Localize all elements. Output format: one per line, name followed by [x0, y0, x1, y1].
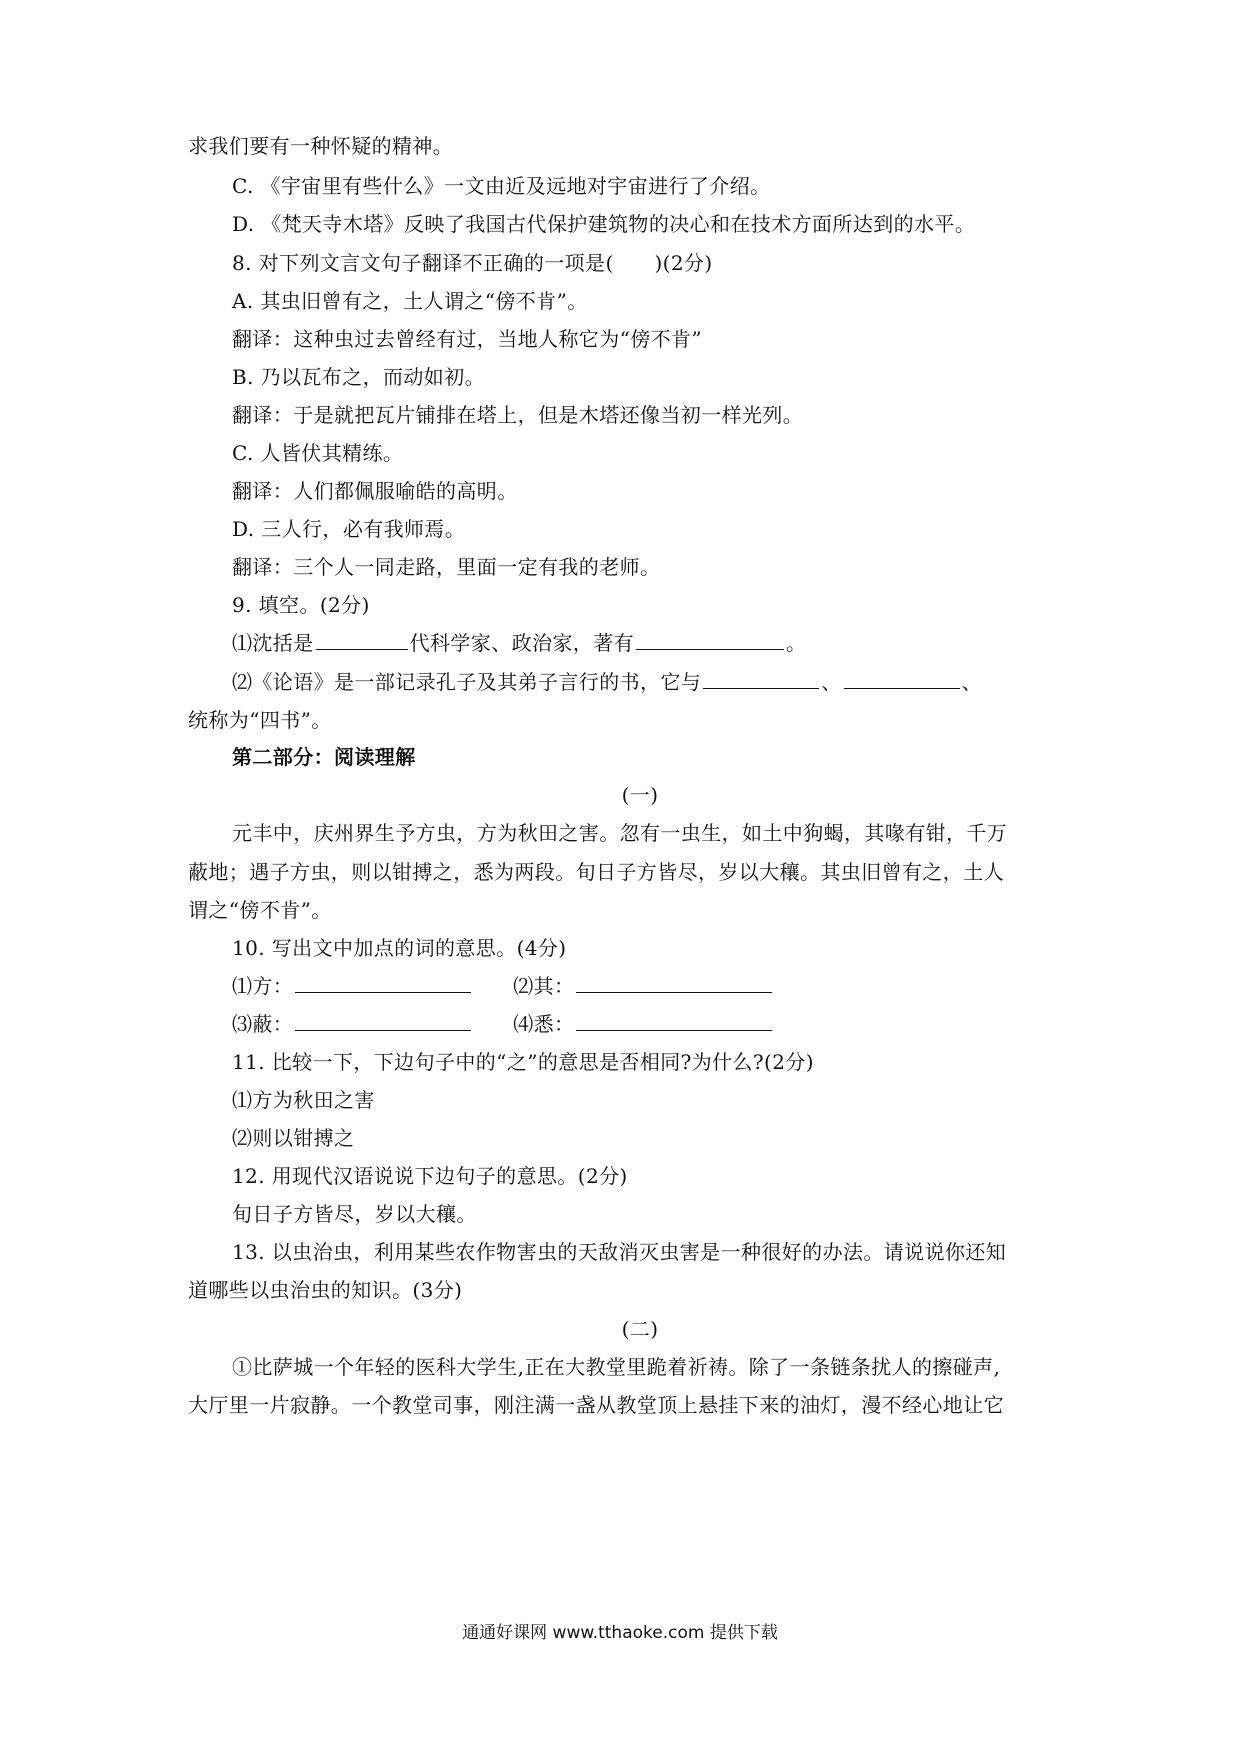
translation-b: 翻译：于是就把瓦片铺排在塔上，但是木塔还像当初一样光列。: [232, 403, 804, 427]
translation-c: 翻译：人们都佩服喻皓的高明。: [232, 479, 518, 503]
answer-blank[interactable]: [636, 629, 784, 650]
passage-text: 大厅里一片寂静。一个教堂司事，刚注满一盏从教堂顶上悬挂下来的油灯，漫不经心地让它: [188, 1393, 1004, 1417]
text-line: D. 《梵天寺木塔》反映了我国古代保护建筑物的决心和在技术方面所达到的水平。: [232, 212, 976, 236]
word-meaning-row: [232, 972, 774, 1000]
passage-text: ①比萨城一个年轻的医科大学生,正在大教堂里跪着祈祷。除了一条链条扰人的擦碰声,: [232, 1355, 1001, 1379]
translation-d: 翻译：三个人一同走路，里面一定有我的老师。: [232, 555, 661, 579]
option-d: D. 三人行，必有我师焉。: [232, 517, 466, 541]
sub-item: ⑵则以钳搏之: [232, 1126, 355, 1150]
text-line: 统称为“四书”。: [188, 708, 332, 732]
option-c: C. 人皆伏其精练。: [232, 441, 404, 465]
question-9: 9. 填空。(2分): [232, 593, 370, 617]
text-segment: 。: [786, 631, 807, 655]
passage-text: 谓之“傍不肯”。: [188, 898, 332, 922]
text-segment: 、: [961, 670, 983, 694]
text-segment: ⑶蔽：: [232, 1012, 294, 1036]
question-11: 11. 比较一下，下边句子中的“之”的意思是否相同?为什么?(2分): [232, 1050, 814, 1074]
passage-number: (二): [621, 1317, 659, 1341]
page-footer: 通通好课网 www.tthaoke.com 提供下载: [462, 1623, 778, 1643]
answer-blank[interactable]: [844, 668, 960, 689]
text-segment: ⑴方：: [232, 974, 294, 998]
passage-text: 蔽地；遇子方虫，则以钳搏之，悉为两段。旬日子方皆尽，岁以大穰。其虫旧曾有之，土人: [188, 860, 1004, 884]
question-13: 13. 以虫治虫，利用某些农作物害虫的天敌消灭虫害是一种很好的办法。请说说你还知: [232, 1240, 1007, 1264]
fill-blank-2: [232, 668, 982, 696]
fill-blank-1: [232, 629, 806, 657]
answer-blank[interactable]: [295, 972, 471, 993]
question-8: 8. 对下列文言文句子翻译不正确的一项是( )(2分): [232, 251, 713, 275]
word-meaning-row: [232, 1010, 774, 1038]
text-segment: ⑷悉：: [513, 1012, 575, 1036]
option-a: A. 其虫旧曾有之，土人谓之“傍不肯”。: [232, 289, 588, 313]
text-line: C. 《宇宙里有些什么》一文由近及远地对宇宙进行了介绍。: [232, 174, 771, 198]
answer-blank[interactable]: [576, 972, 772, 993]
question-10: 10. 写出文中加点的词的意思。(4分): [232, 936, 567, 960]
option-b: B. 乃以瓦布之，而动如初。: [232, 365, 486, 389]
answer-blank[interactable]: [576, 1010, 772, 1031]
text-line: 求我们要有一种怀疑的精神。: [188, 134, 454, 158]
text-line: 道哪些以虫治虫的知识。(3分): [188, 1278, 463, 1302]
sub-item: ⑴方为秋田之害: [232, 1088, 375, 1112]
text-segment: ⑵其：: [513, 974, 575, 998]
text-segment: ⑵《论语》是一部记录孔子及其弟子言行的书，它与: [232, 670, 702, 694]
sub-item: 旬日子方皆尽，岁以大穰。: [232, 1202, 477, 1226]
translation-a: 翻译：这种虫过去曾经有过，当地人称它为“傍不肯”: [232, 327, 703, 351]
text-segment: 、: [821, 670, 842, 694]
answer-blank[interactable]: [295, 1010, 471, 1031]
answer-blank[interactable]: [703, 668, 819, 689]
text-segment: ⑴沈括是: [232, 631, 314, 655]
passage-text: 元丰中，庆州界生予方虫，方为秋田之害。忽有一虫生，如土中狗蝎，其喙有钳，千万: [232, 821, 1008, 845]
text-segment: 代科学家、政治家，著有: [409, 631, 635, 655]
question-12: 12. 用现代汉语说说下边句子的意思。(2分): [232, 1164, 628, 1188]
section-heading: 第二部分：阅读理解: [232, 745, 416, 769]
passage-number: (一): [621, 783, 659, 807]
answer-blank[interactable]: [316, 629, 408, 650]
